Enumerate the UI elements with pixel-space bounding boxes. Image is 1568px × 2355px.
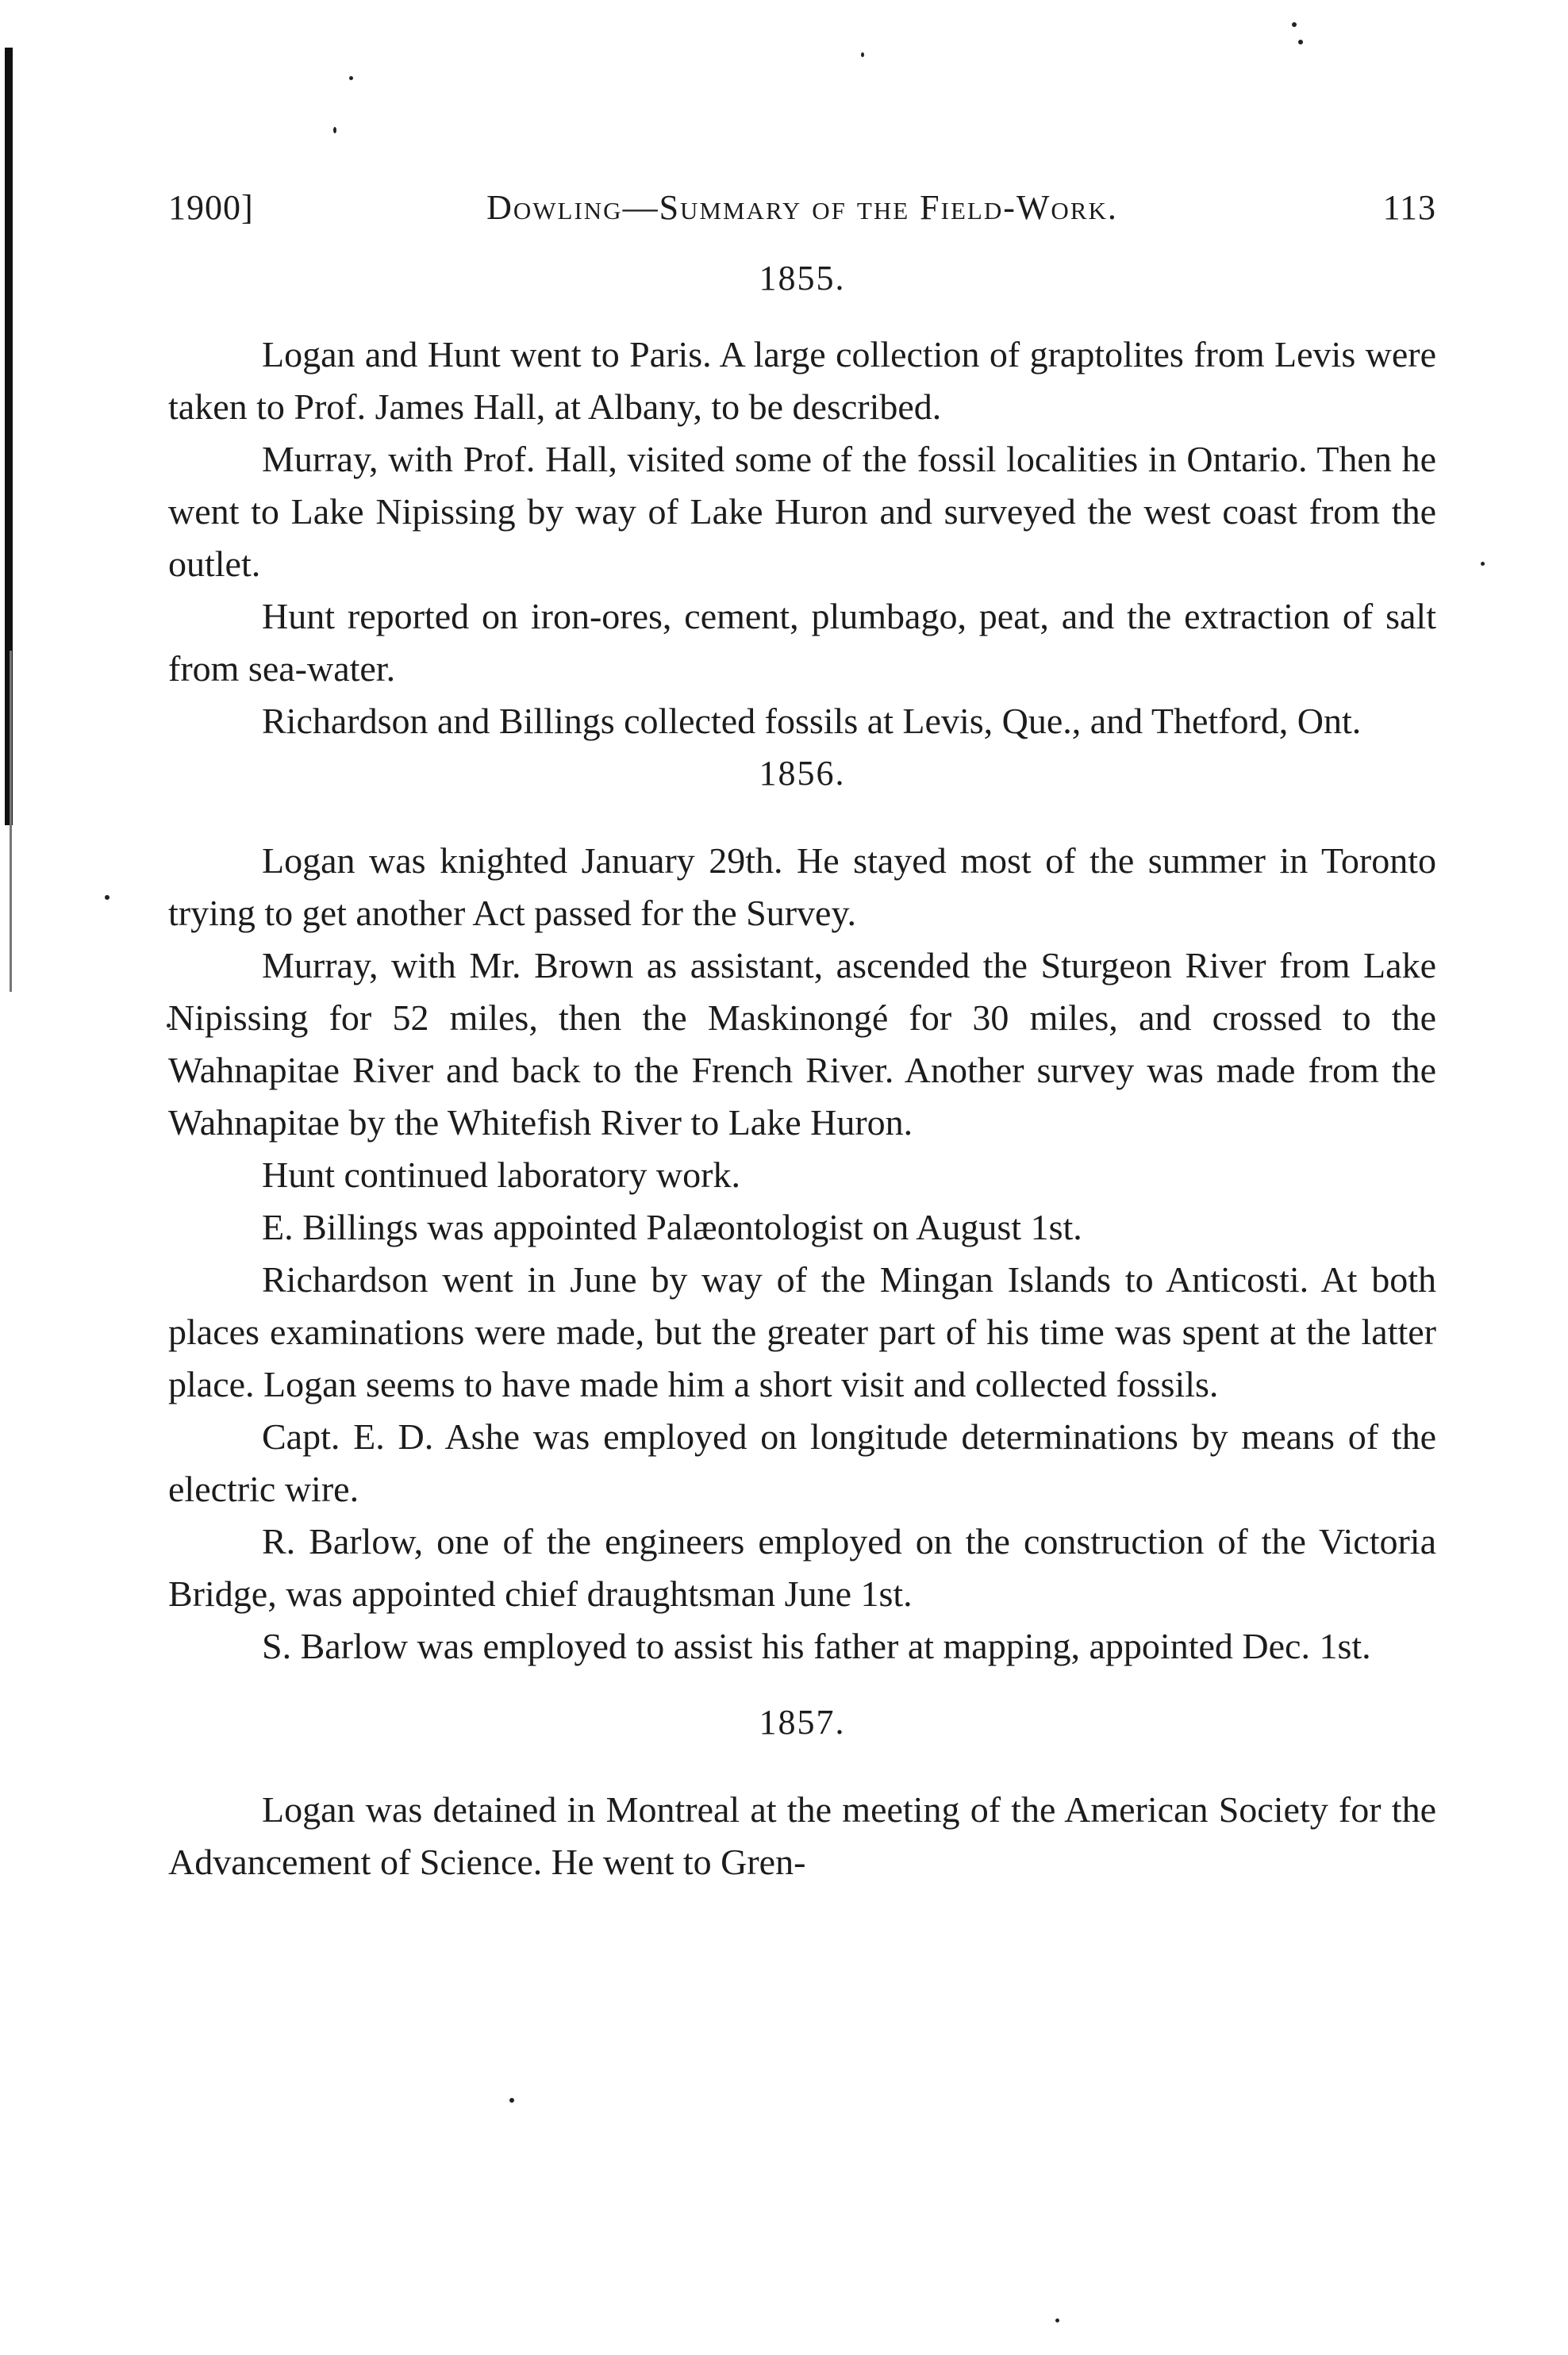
scan-speck (1481, 562, 1485, 566)
running-header (168, 184, 1436, 240)
page-number: 113 (1382, 188, 1436, 227)
scan-speck (1298, 40, 1303, 44)
paragraph: Richardson and Billings collected fossils at Levis, Que., and Thetford, Ont. (262, 701, 1362, 741)
paragraph: E. Billings was appointed Palæontologist on August 1st. (262, 1207, 1082, 1247)
paragraph: Murray, with Prof. Hall, visited some of the fossil localities in Ontario. Then he went to Lake Nipissing by way of Lake Huron and surveyed the west coast from the outlet. (168, 439, 1436, 584)
paragraph: Murray, with Mr. Brown as assistant, ascended the Sturgeon River from Lake Nipissing for 52 miles, then the Maskinongé for 30 miles, and crossed to the Wahnapitae River and back to the French River. Another survey was made from the Wahnapitae by the Whitefish River to Lake Huron. (168, 945, 1436, 1143)
header-year: 1900] (168, 188, 254, 227)
scan-speck (349, 76, 353, 80)
header-title: Dowling—Summary of the Field-Work. (486, 188, 1118, 227)
scan-speck (509, 2098, 514, 2103)
paragraph: R. Barlow, one of the engineers employed on the construction of the Victoria Bridge, was appointed chief draughtsman June 1st. (168, 1521, 1436, 1614)
paragraph: Logan and Hunt went to Paris. A large collection of graptolites from Levis were taken to Prof. James Hall, at Albany, to be described. (168, 334, 1436, 427)
paragraph: Logan was detained in Montreal at the meeting of the American Society for the Advancement of Science. He went to Gren- (168, 1789, 1436, 1882)
paragraph: Hunt continued laboratory work. (262, 1154, 740, 1195)
year-heading-1857: 1857. (759, 1703, 846, 1742)
scan-speck (861, 52, 864, 57)
paragraph: Capt. E. D. Ashe was employed on longitude determinations by means of the electric wire. (168, 1416, 1436, 1509)
scan-speck (333, 127, 336, 133)
scan-speck (105, 895, 110, 900)
paragraph: Logan was knighted January 29th. He stayed most of the summer in Toronto trying to get another Act passed for the Survey. (168, 840, 1436, 933)
scan-speck (1055, 2319, 1059, 2322)
binding-edge-faint (10, 651, 12, 992)
scan-speck (1292, 22, 1297, 27)
paragraph: Richardson went in June by way of the Mingan Islands to Anticosti. At both places examinations were made, but the greater part of his time was spent at the latter place. Logan seems to have made him a short visit and collected fossils. (168, 1259, 1436, 1404)
paragraph: Hunt reported on iron-ores, cement, plumbago, peat, and the extraction of salt from sea-water. (168, 596, 1436, 689)
year-heading-1855: 1855. (759, 259, 846, 298)
body-text (168, 252, 1436, 1888)
year-heading-1856: 1856. (759, 754, 846, 793)
paragraph: S. Barlow was employed to assist his father at mapping, appointed Dec. 1st. (262, 1626, 1371, 1666)
